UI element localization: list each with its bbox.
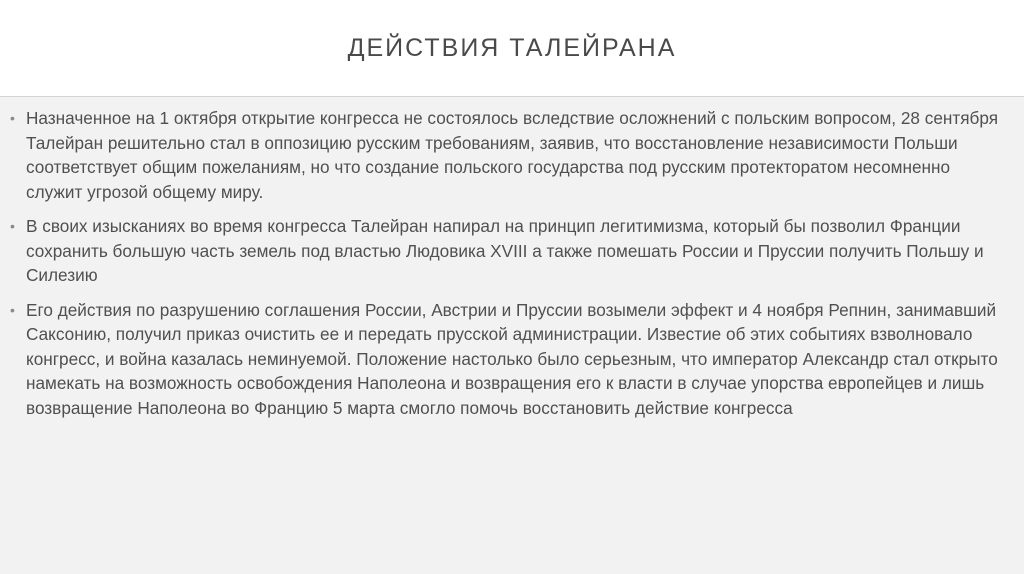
bullet-list xyxy=(10,106,1010,420)
bullet-item xyxy=(10,298,1010,421)
slide-header xyxy=(0,0,1024,96)
header-divider xyxy=(0,96,1024,97)
bullet-icon: • xyxy=(10,218,15,234)
bullet-item xyxy=(10,106,1010,204)
slide-title: ДЕЙСТВИЯ ТАЛЕЙРАНА xyxy=(347,33,677,62)
bullet-icon: • xyxy=(10,301,15,318)
bullet-text: Его действия по разрушению соглашения России, Австрии и Пруссии возымели эффект и 4 ноября Репнин, занимавший Саксонию, получил приказ очистить ее и передать прусской администрации. Известие об этих событиях взволновало конгресс, и война казалась неминуемой. Положение настолько было серьезным, что император Александр стал открыто намекать на возможность освобождения Наполеона и возвращения его к власти в случае упорства европейцев и лишь возвращение Наполеона во Францию 5 марта смогло помочь восстановить действие конгресса xyxy=(26,299,998,418)
bullet-text: Назначенное на 1 октября открытие конгресса не состоялось вследствие осложнений с польским вопросом, 28 сентября Талейран решительно стал в оппозицию русским требованиям, заявив, что восстановление независимости Польши соответствует общим пожеланиям, но что создание польского государства под русским протекторатом несомненно служит угрозой общему миру. xyxy=(26,108,999,202)
bullet-icon: • xyxy=(10,110,15,126)
bullet-text: В своих изысканиях во время конгресса Талейран напирал на принцип легитимизма, который бы позволил Франции сохранить большую часть земель под властью Людовика XVIII а также помешать России и Пруссии получить Польшу и Силезию xyxy=(26,216,984,285)
slide-content xyxy=(0,98,1024,430)
bullet-item xyxy=(10,214,1010,288)
